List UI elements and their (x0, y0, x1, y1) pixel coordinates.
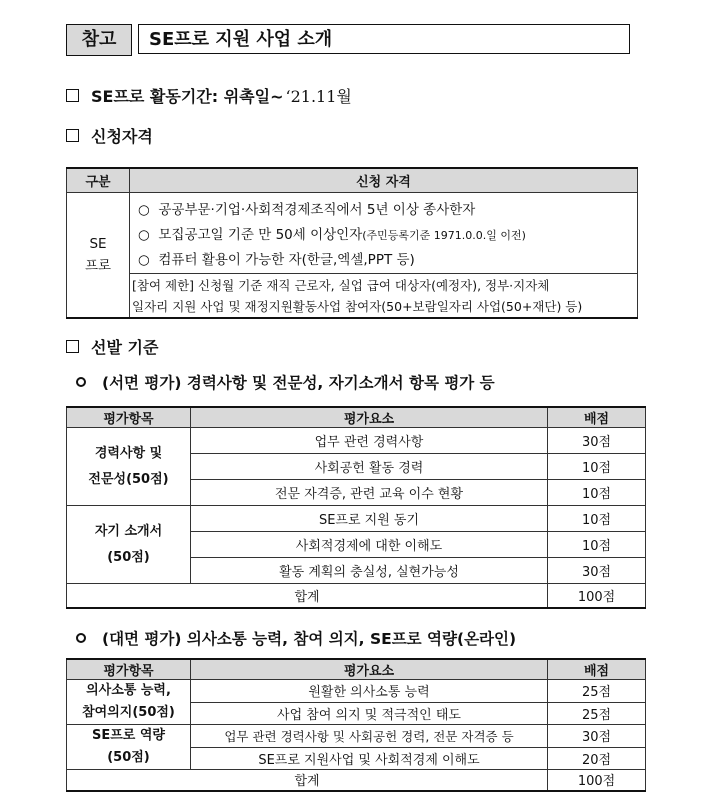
col-score: 배점 (548, 407, 646, 428)
group-name: 자기 소개서 (50점) (67, 506, 191, 584)
total-label: 합계 (67, 770, 548, 791)
written-eval-table (66, 406, 646, 609)
col-element: 평가요소 (191, 659, 548, 680)
circle-bullet-icon (76, 633, 86, 643)
col-score: 배점 (548, 659, 646, 680)
qualification-table (66, 167, 638, 319)
qual-item: ○ 모집공고일 기준 만 50세 이상인자(주민등록기준 1971.0.0.일 이전) (138, 226, 526, 243)
col-element: 평가요소 (191, 407, 548, 428)
qual-item: ○ 컴퓨터 활용이 가능한 자(한글,엑셀,PPT 등) (138, 251, 415, 268)
category-line1: SE (89, 235, 107, 252)
qual-item: ○ 공공부문·기업·사회적경제조직에서 5년 이상 종사한자 (138, 201, 476, 218)
title-bar (66, 24, 630, 56)
qualification-heading (66, 124, 153, 147)
table-row: 전문 자격증, 관련 교육 이수 현황 (191, 480, 548, 506)
total-score: 100점 (548, 770, 646, 791)
table-row: 업무 관련 경력사항 및 사회공헌 경력, 전문 자격증 등 (191, 725, 548, 748)
restriction-note: [참여 제한] 신청월 기준 재직 근로자, 실업 급여 대상자(예정자), 정부·지자체 일자리 지원 사업 및 재정지원활동사업 참여자(50+보람일자리 사업(50+재단) 등) (130, 273, 637, 317)
table-row: 사업 참여 의지 및 적극적인 태도 (191, 702, 548, 725)
activity-period (66, 84, 352, 107)
col-item: 평가항목 (67, 407, 191, 428)
written-eval-title: (서면 평가) 경력사항 및 전문성, 자기소개서 항목 평가 등 (76, 371, 495, 393)
total-score: 100점 (548, 584, 646, 608)
score-cell: 20점 (548, 747, 646, 770)
score-cell: 10점 (548, 506, 646, 532)
group-name: SE프로 역량 (50점) (67, 725, 191, 770)
page-title: SE프로 지원 사업 소개 (138, 24, 630, 54)
score-cell: 25점 (548, 702, 646, 725)
circle-bullet-icon (76, 377, 86, 387)
table-row: 사회공헌 활동 경력 (191, 454, 548, 480)
activity-value: ‘21.11월 (285, 87, 352, 106)
selection-heading-text: 선발 기준 (91, 338, 159, 357)
table-row: 활동 계획의 충실성, 실현가능성 (191, 558, 548, 584)
score-cell: 10점 (548, 532, 646, 558)
table-row: SE프로 지원사업 및 사회적경제 이해도 (191, 747, 548, 770)
score-cell: 30점 (548, 428, 646, 454)
col-category: 구분 (67, 168, 130, 192)
score-cell: 25점 (548, 680, 646, 703)
qualification-cell (130, 192, 638, 318)
total-label: 합계 (67, 584, 548, 608)
col-item: 평가항목 (67, 659, 191, 680)
category-cell (67, 192, 130, 318)
checkbox-square-icon (66, 89, 79, 102)
score-cell: 30점 (548, 725, 646, 748)
score-cell: 30점 (548, 558, 646, 584)
group-name: 경력사항 및 전문성(50점) (67, 428, 191, 506)
category-line2: 프로 (84, 257, 112, 274)
interview-eval-title: (대면 평가) 의사소통 능력, 참여 의지, SE프로 역량(온라인) (76, 627, 516, 649)
table-row: SE프로 지원 동기 (191, 506, 548, 532)
selection-heading (66, 335, 158, 358)
group-name: 의사소통 능력, 참여의지(50점) (67, 680, 191, 725)
col-qualification: 신청 자격 (130, 168, 638, 192)
checkbox-square-icon (66, 129, 79, 142)
table-row: 업무 관련 경력사항 (191, 428, 548, 454)
table-row: 원활한 의사소통 능력 (191, 680, 548, 703)
interview-eval-table (66, 658, 646, 792)
score-cell: 10점 (548, 480, 646, 506)
table-row: 사회적경제에 대한 이해도 (191, 532, 548, 558)
reference-tag: 참고 (66, 24, 132, 56)
checkbox-square-icon (66, 340, 79, 353)
qualification-heading-text: 신청자격 (91, 127, 153, 146)
score-cell: 10점 (548, 454, 646, 480)
activity-label: SE프로 활동기간: 위촉일~ (91, 87, 284, 106)
